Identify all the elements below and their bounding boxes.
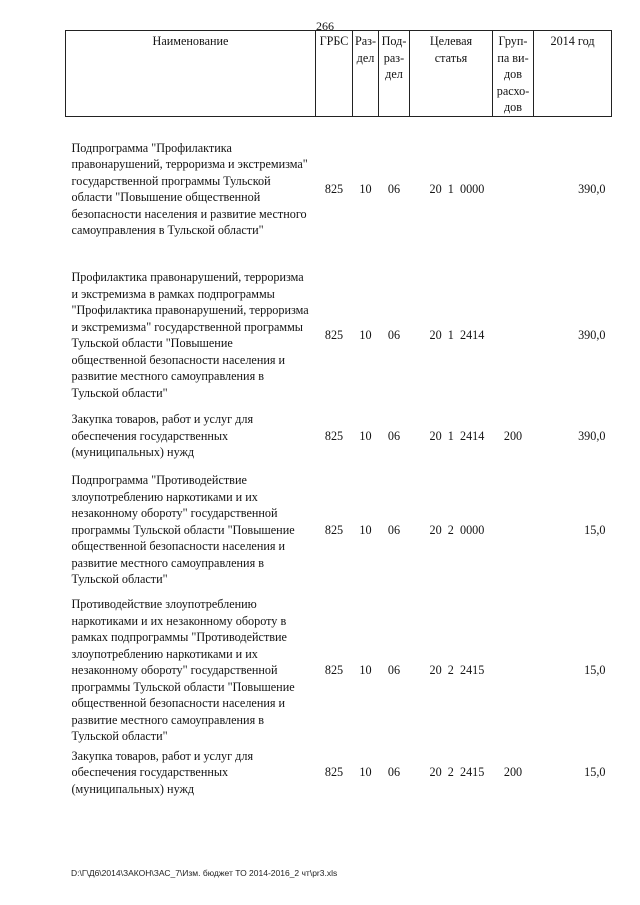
cell-grbs: 825	[324, 182, 344, 196]
table-row	[66, 408, 612, 464]
cell-section: 10	[359, 182, 372, 196]
cell-target: 20 1 2414	[429, 428, 485, 443]
header-name: Наименование	[66, 31, 316, 117]
cell-grbs: 825	[324, 522, 344, 537]
cell-name: Закупка товаров, работ и услуг для обеспечения государственных (муниципальных) нужд	[71, 748, 254, 796]
cell-subsection: 06	[387, 663, 401, 677]
header-target: Целевая статья	[410, 31, 493, 117]
cell-name: Подпрограмма "Профилактика правонарушений, терроризма и экстремизма" государственной программы Тульской области "Повышение общественной безопасности населения и развитие местного самоуправления в Тульской области"	[71, 140, 308, 238]
table-row	[66, 745, 612, 801]
cell-year: 390,0	[578, 428, 606, 443]
cell-expense-group: 200	[503, 765, 523, 780]
budget-table	[65, 30, 612, 801]
cell-target: 20 2 2415	[429, 663, 485, 677]
cell-subsection: 06	[387, 182, 401, 196]
cell-expense-group: 200	[503, 428, 523, 443]
cell-section: 10	[359, 765, 372, 780]
cell-year: 390,0	[578, 327, 606, 342]
cell-name: Подпрограмма "Противодействие злоупотреблению наркотиками и их незаконному обороту" государственной программы Тульской области "Повышение общественной безопасности населения и развитие местного самоуправления в Тульской области"	[71, 473, 295, 587]
cell-name: Профилактика правонарушений, терроризма и экстремизма в рамках подпрограммы "Профилактика правонарушений, терроризма и экстремизма" государственной программы Тульской области "Повышение общественной безопасности населения и развитие местного самоуправления в Тульской области"	[71, 270, 309, 400]
table-row	[66, 262, 612, 408]
table-body	[66, 116, 612, 801]
table-row	[66, 596, 612, 745]
table-header-row	[66, 31, 612, 117]
cell-expense-group	[493, 464, 534, 596]
cell-section: 10	[359, 663, 372, 677]
file-path-footer: D:\Г\Д6\2014\ЗАКОН\ЗАС_7\Изм. бюджет ТО 2014-2016_2 чт\pr3.xls	[71, 868, 338, 878]
cell-section: 10	[359, 327, 372, 342]
cell-year: 15,0	[584, 663, 606, 677]
page-number: 266	[316, 19, 334, 33]
cell-subsection: 06	[387, 765, 401, 780]
header-grbs: ГРБС	[316, 31, 353, 117]
cell-grbs: 825	[324, 765, 344, 780]
header-subsection: Под- раз- дел	[379, 31, 410, 117]
cell-grbs: 825	[324, 428, 344, 443]
cell-grbs: 825	[324, 327, 344, 342]
header-year: 2014 год	[534, 31, 612, 117]
cell-grbs: 825	[324, 663, 344, 677]
cell-name: Противодействие злоупотреблению наркотиками и их незаконному обороту в рамках подпрограммы "Противодействие злоупотреблению наркотиками и их незаконному обороту" государственной программы Тульской области "Повышение общественной безопасности населения и развитие местного самоуправления в Тульской области"	[71, 597, 295, 743]
cell-name: Закупка товаров, работ и услуг для обеспечения государственных (муниципальных) нужд	[71, 412, 254, 460]
cell-subsection: 06	[387, 428, 401, 443]
cell-subsection: 06	[387, 522, 401, 537]
cell-target: 20 2 2415	[429, 765, 485, 780]
header-expense-group: Груп- па ви- дов расхо- дов	[493, 31, 534, 117]
cell-section: 10	[359, 428, 372, 443]
cell-section: 10	[359, 522, 372, 537]
cell-expense-group	[493, 262, 534, 408]
cell-year: 15,0	[584, 765, 606, 780]
cell-subsection: 06	[387, 327, 401, 342]
cell-year: 15,0	[584, 522, 606, 537]
cell-target: 20 1 0000	[429, 182, 485, 196]
header-section: Раз- дел	[353, 31, 379, 117]
cell-target: 20 1 2414	[429, 327, 485, 342]
cell-expense-group	[493, 596, 534, 745]
cell-target: 20 2 0000	[429, 522, 485, 537]
table-row	[66, 116, 612, 262]
cell-expense-group	[493, 116, 534, 262]
cell-year: 390,0	[578, 182, 606, 196]
table-row	[66, 464, 612, 596]
